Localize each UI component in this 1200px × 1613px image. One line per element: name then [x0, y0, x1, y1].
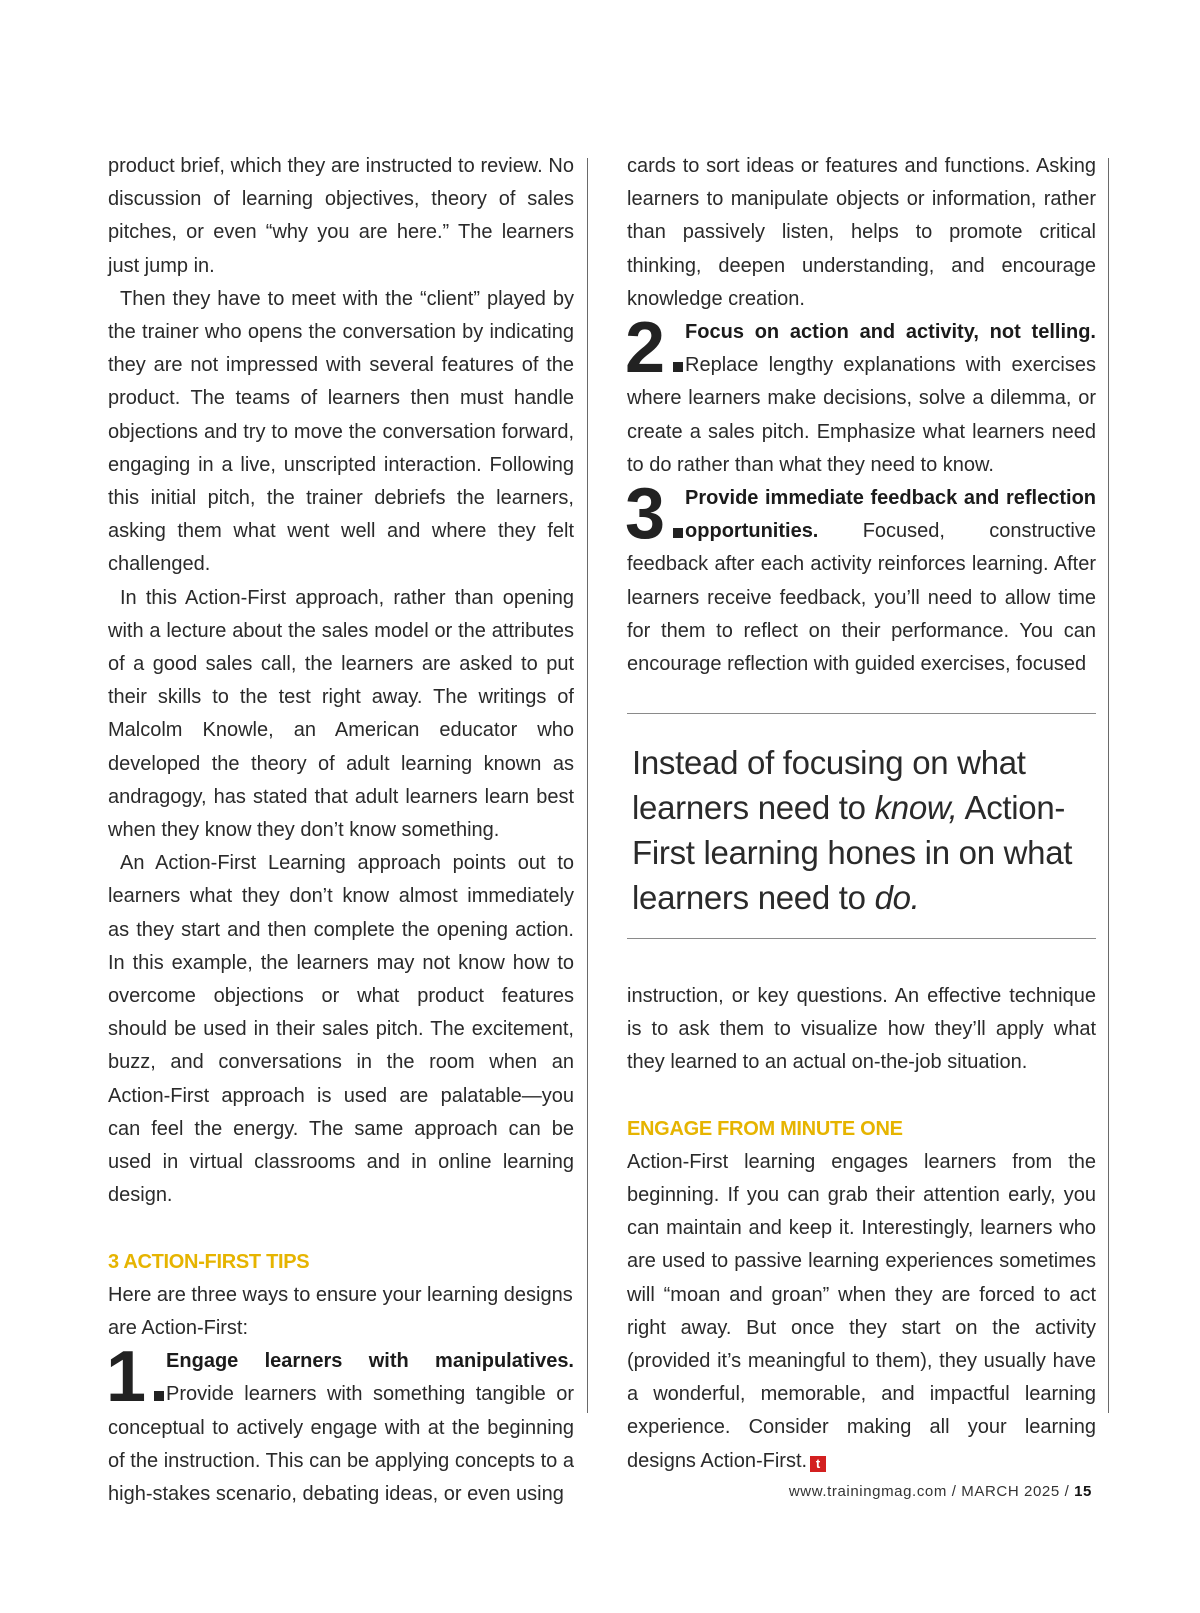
- paragraph: cards to sort ideas or features and functions. Asking learners to manipulate objects or information, rather than passively listen, helps to promote critical thinking, deepen understanding, and encourage knowledge creation.: [627, 155, 1096, 310]
- left-column: [108, 150, 574, 1511]
- tip-number: 3: [625, 474, 666, 555]
- end-of-article-icon: t: [810, 1456, 826, 1472]
- pull-quote-text: Instead of focusing on what learners need to know, Action-First learning hones in on what learners need to do.: [632, 744, 1073, 916]
- section-heading-tips: 3 ACTION-FIRST TIPS: [108, 1250, 310, 1273]
- tip-text: Focused, constructive feedback after each activity reinforces learning. After learners receive feedback, you’ll need to allow time for them to reflect on their performance. You can encourage reflection with guided exercises, focused: [627, 520, 1096, 676]
- paragraph: Here are three ways to ensure your learning designs are Action-First:: [108, 1283, 573, 1339]
- section-heading-engage: ENGAGE FROM MINUTE ONE: [627, 1117, 903, 1140]
- tip-1: [106, 1337, 574, 1511]
- paragraph: Action-First learning engages learners from the beginning. If you can grab their attention early, you can maintain and keep it. Interestingly, learners who are used to passive learning experiences sometimes will “moan and groan” when they are forced to act right away. But once they start on the activity (provided it’s meaningful to them), they usually have a wonderful, memorable, and impactful learning experience. Consider making all your learning designs Action-First. t: [627, 1150, 1096, 1472]
- tip-2: [625, 308, 1096, 482]
- page-number: 15: [1074, 1483, 1092, 1500]
- paragraph: Then they have to meet with the “client” played by the trainer who opens the conversation by indicating they are not impressed with several features of the product. The teams of learners then must handle objections and try to move the conversation forward, engaging in a live, unscripted interaction. Following this initial pitch, the trainer debriefs the learners, asking them what went well and where they felt challenged.: [108, 287, 574, 576]
- tip-text: Replace lengthy explanations with exercises where learners make decisions, solve a dilemma, or create a sales pitch. Emphasize what learners need to do rather than what they need to know.: [627, 354, 1096, 476]
- paragraph: instruction, or key questions. An effective technique is to ask them to visualize how they’ll apply what they learned to an actual on-the-job situation.: [627, 985, 1096, 1074]
- right-column: [627, 150, 1096, 681]
- tip-text: Provide learners with something tangible or conceptual to actively engage with at the beginning of the instruction. This can be applying concepts to a high-stakes scenario, debating ideas, or even using: [108, 1383, 574, 1505]
- tip-number: 2: [625, 308, 666, 389]
- tip-number: 1: [106, 1337, 147, 1418]
- paragraph: product brief, which they are instructed to review. No discussion of learning objectives, theory of sales pitches, or even “why you are here.” The learners just jump in.: [108, 155, 574, 277]
- square-bullet-icon: [673, 362, 683, 372]
- tip-title: Focus on action and activity, not telling.: [685, 321, 1096, 344]
- tip-title: Provide immediate feedback and reflection opportunities.: [685, 487, 1096, 543]
- column-divider-right: [1108, 158, 1109, 1413]
- square-bullet-icon: [154, 1391, 164, 1401]
- footer-text: www.trainingmag.com / MARCH 2025 /: [788, 1483, 1075, 1500]
- column-divider-left: [587, 158, 588, 1413]
- page-footer: [789, 1483, 1092, 1500]
- tip-3: [625, 474, 1096, 681]
- paragraph: In this Action-First approach, rather than opening with a lecture about the sales model or the attributes of a good sales call, the learners are asked to put their skills to the test right away. The writings of Malcolm Knowle, an American educator who developed the theory of adult learning known as andragogy, has stated that adult learners learn best when they know they don’t know something.: [108, 586, 574, 842]
- tip-title: Engage learners with manipulatives.: [166, 1350, 574, 1373]
- paragraph: An Action-First Learning approach points out to learners what they don’t know almost immediately as they start and then complete the opening action. In this example, the learners may not know how to overcome objections or what product features should be used in their sales pitch. The excitement, buzz, and conversations in the room when an Action-First approach is used are palatable—you can feel the energy. The same approach can be used in virtual classrooms and in online learning design.: [108, 852, 574, 1207]
- pull-quote: [627, 713, 1096, 939]
- square-bullet-icon: [673, 528, 683, 538]
- right-column-continued: [627, 980, 1096, 1478]
